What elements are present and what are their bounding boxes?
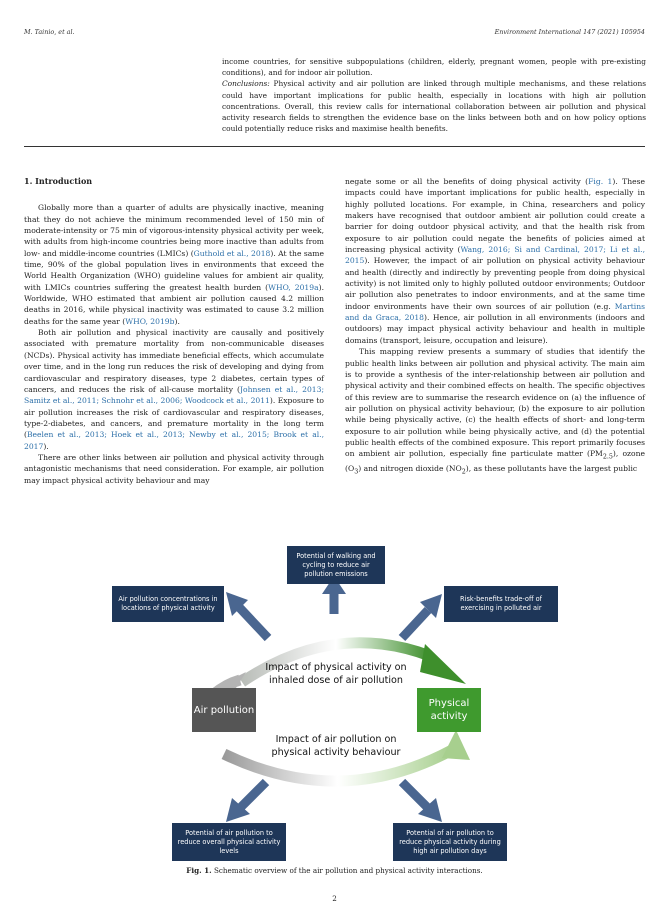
- upper-arrowhead: [420, 644, 466, 684]
- figure-link[interactable]: Fig. 1: [588, 177, 613, 186]
- figure-graphics: [0, 544, 669, 874]
- label-inhaled-dose: Impact of physical activity on inhaled dose of air pollution: [265, 662, 407, 686]
- paragraph: This mapping review presents a summary of studies that identify the public health links between air pollution and physical activity. The main aim is to provide a synthesis of the inter-relationship between air pollution and physical activity and their combined effects on health. The specific objectives of this review are to summarise the research evidence on (a) the influence of air pollution on physical activity behaviour, (b) the exposure to air pollution while being physically active, (c) the health effects of short- and long-term exposure to air pollution while being physically active, and (d) the potential public health effects of the combined exposure. This report primarily focuses on ambient air pollution, especially fine particulate matter $(PM_{2.5})$, ozone $(O_3)$ and nitrogen dioxide $(NO_2)$, as these pollutants have the largest public: [345, 347, 645, 476]
- caption-label: Fig. 1.: [186, 866, 212, 875]
- citation-link[interactable]: Martins and da Graca, 2018: [345, 301, 645, 323]
- running-header-authors: M. Tainio, et al.: [24, 28, 75, 36]
- node-physical-activity: Physical activity: [417, 688, 481, 732]
- section-title: 1. Introduction: [24, 176, 93, 186]
- paragraph: There are other links between air pollution and physical activity through antagonistic mechanisms that need consideration. For example, air pollution may impact physical activity behaviour and may: [24, 452, 324, 485]
- conclusions-label: Conclusions:: [222, 79, 270, 89]
- label-pa-behaviour: Impact of air pollution on physical activity behaviour: [271, 734, 401, 758]
- page-number: 2: [332, 894, 337, 903]
- figure-caption: [0, 866, 669, 875]
- running-header-journal: Environment International 147 (2021) 105954: [494, 28, 645, 36]
- abstract-continuation: [222, 56, 646, 134]
- citation-link[interactable]: Guthold et al., 2018: [193, 248, 271, 258]
- citation-link[interactable]: Wang, 2016; Si and Cardinal, 2017; Li et al., 2015: [345, 245, 645, 266]
- abstract-line: income countries, for sensitive subpopulations (children, elderly, pregnant women, people with pre-existing conditions), and for indoor air pollution.: [222, 57, 646, 78]
- left-column: [24, 176, 324, 486]
- figure-1: [0, 544, 669, 874]
- box-emissions: Potential of walking and cycling to reduce air pollution emissions: [287, 546, 385, 584]
- box-risk-benefits: Risk-benefits trade-off of exercising in polluted air: [444, 586, 558, 622]
- conclusions-text: Physical activity and air pollution are linked through multiple mechanisms, and these relations could have important implications for public health, especially in locations with high air pollution concentrations. Overall, this review calls for international collaboration between air pollution and physical activity research fields to strengthen the evidence base on the links between both and on how policy options could potentially reduce risks and maximise health benefits.: [222, 79, 646, 134]
- paragraph: negate some or all the benefits of doing physical activity (Fig. 1). These impacts could have important implications for public health, especially in highly polluted locations. For example, in China, researchers and policy makers have recognised that outdoor ambient air pollution could create a barrier for doing outdoor physical activity, and that the health risk from exposure to air pollution could negate the benefits of policies aimed at increasing physical activity (Wang, 2016; Si and Cardinal, 2017; Li et al., 2015). However, the impact of air pollution on physical activity behaviour and health (directly and indirectly by preventing people from doing physical activity) is not limited only to highly polluted outdoor environments; Outdoor air pollution also penetrates to indoor environments, and at the same time indoor environments have their own sources of air pollution (e.g. Martins and da Graca, 2018). Hence, air pollution in all environments (indoors and outdoors) may impact physical activity behaviour and health in multiple domains (transport, leisure, occupation and leisure).: [345, 177, 646, 345]
- citation-link[interactable]: Beelen et al., 2013; Hoek et al., 2013; Newby et al., 2015; Brook et al., 2017: [24, 430, 324, 451]
- node-air-pollution: Air pollution: [192, 688, 256, 732]
- abstract-divider: [24, 146, 645, 147]
- lower-arrowhead: [442, 730, 470, 760]
- abstract-conclusions: [222, 78, 646, 134]
- right-column: [345, 176, 645, 478]
- box-reduce-high-days: Potential of air pollution to reduce physical activity during high air pollution days: [393, 823, 507, 861]
- citation-link[interactable]: Johnsen et al., 2013; Samitz et al., 2011; Schnohr et al., 2006; Woodcock et al., 2011: [24, 384, 325, 406]
- paragraph: Both air pollution and physical inactivity are causally and positively associated with premature mortality from non-communicable diseases (NCDs). Physical activity has immediate beneficial effects, which accumulate over time, and in the long run reduces the risk of developing and dying from cardiovascular and respiratory diseases, type 2 diabetes, certain types of cancers, and reduces the risk of all-cause mortality (Johnsen et al., 2013; Samitz et al., 2011; Schnohr et al., 2006; Woodcock et al., 2011). Exposure to air pollution increases the risk of cardiovascular and respiratory diseases, type-2-diabetes, and cancers, and premature mortality in the long term (Beelen et al., 2013; Hoek et al., 2013; Newby et al., 2015; Brook et al., 2017).: [24, 328, 325, 451]
- caption-text: Schematic overview of the air pollution and physical activity interactions.: [211, 866, 483, 875]
- citation-link[interactable]: WHO, 2019b: [125, 316, 175, 326]
- citation-link[interactable]: WHO, 2019a: [268, 282, 319, 292]
- paragraph: Globally more than a quarter of adults are physically inactive, meaning that they do not achieve the minimum recommended level of 150 min of moderate-intensity or 75 min of vigorous-intensity physical activity per week, with adults from high-income countries being more inactive than adults from low- and middle-income countries (LMICs) (Guthold et al., 2018). At the same time, 90% of the global population lives in environments that exceed the World Health Organization (WHO) guideline values for ambient air quality, with LMICs countries suffering the greatest health burden (WHO, 2019a). Worldwide, WHO estimated that ambient air pollution caused 4.2 million deaths in 2016, while physical inactivity was estimated to cause 3.2 million deaths for the same year (WHO, 2019b).: [24, 203, 325, 326]
- box-reduce-levels: Potential of air pollution to reduce overall physical activity levels: [172, 823, 286, 861]
- box-concentrations: Air pollution concentrations in locations of physical activity: [112, 586, 224, 622]
